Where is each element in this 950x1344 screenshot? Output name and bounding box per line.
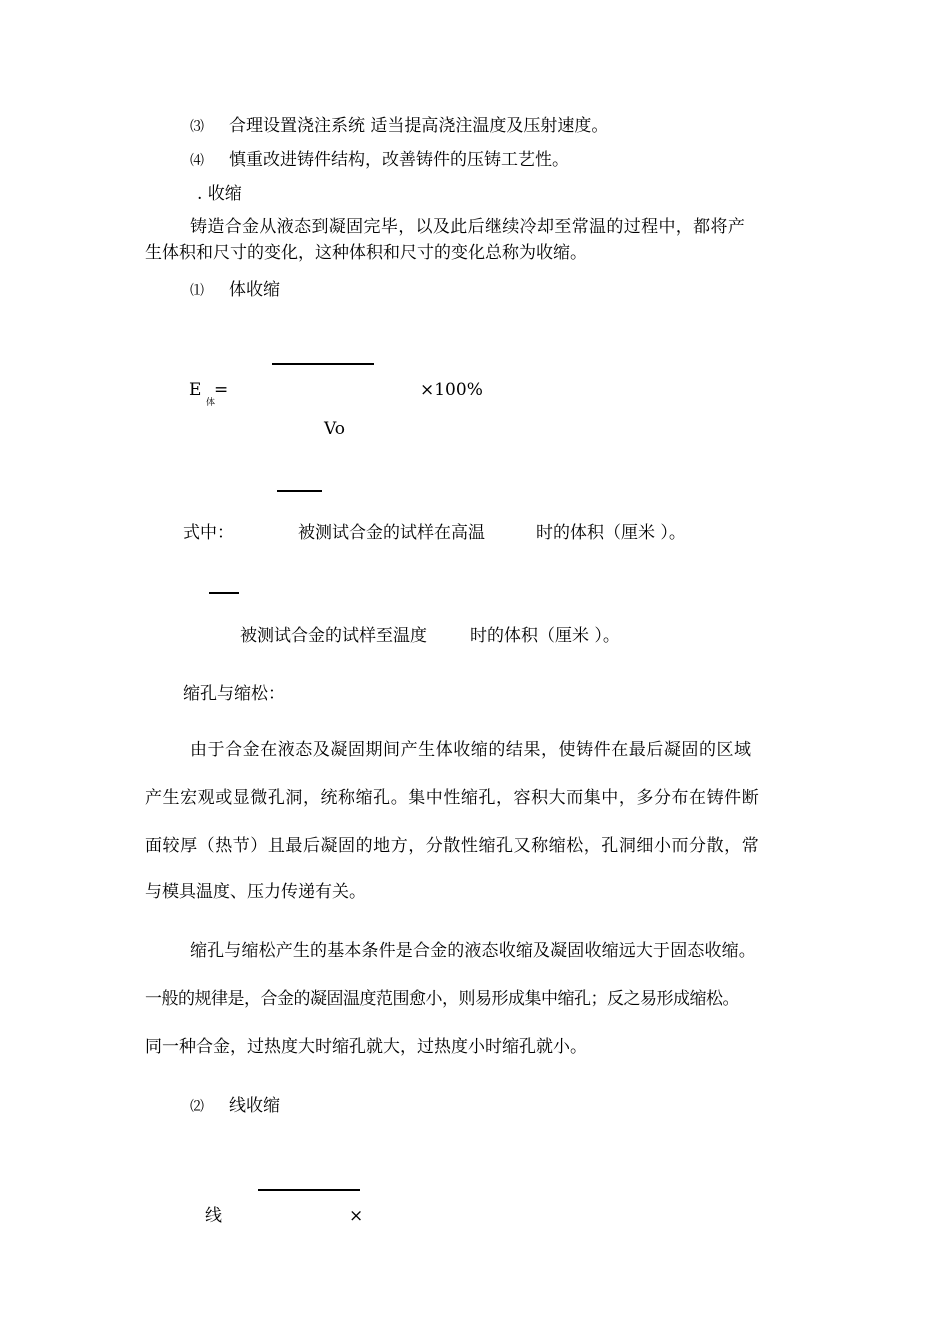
- definition-1-part-b: 时的体积（厘米 ）。: [536, 523, 686, 543]
- formula-denominator: Vo: [324, 419, 345, 439]
- list-number-3: ⑶: [190, 119, 204, 135]
- list-item-3-text: 合理设置浇注系统 适当提高浇注温度及压射速度。: [229, 116, 609, 136]
- fraction-bar: [272, 363, 374, 365]
- symbol-placeholder-line: [209, 592, 239, 594]
- definition-2-part-a: 被测试合金的试样至温度: [240, 626, 427, 646]
- formula-times-100-percent: ×100%: [420, 380, 483, 400]
- formula-equals: =: [214, 380, 229, 400]
- porosity-paragraph-1-line-1: 由于合金在液态及凝固期间产生体收缩的结果，使铸件在最后凝固的区域: [190, 740, 752, 760]
- porosity-paragraph-1-line-2: 产生宏观或显微孔洞，统称缩孔。集中性缩孔，容积大而集中，多分布在铸件断: [145, 788, 760, 808]
- subsection-title-volume-shrinkage: 体收缩: [229, 280, 280, 300]
- shrinkage-definition-line-2: 生体积和尺寸的变化，这种体积和尺寸的变化总称为收缩。: [145, 243, 587, 263]
- fraction-bar: [258, 1189, 360, 1191]
- porosity-paragraph-1-line-4: 与模具温度、压力传递有关。: [145, 882, 366, 902]
- section-heading-shrinkage: . 收缩: [197, 184, 242, 204]
- formula-subscript: 体: [206, 398, 216, 408]
- linear-formula-times: ×: [349, 1206, 364, 1226]
- definition-1-part-a: 被测试合金的试样在高温: [298, 523, 485, 543]
- porosity-heading: 缩孔与缩松：: [183, 684, 285, 704]
- porosity-paragraph-2-line-2: 一般的规律是，合金的凝固温度范围愈小，则易形成集中缩孔；反之易形成缩松。: [145, 989, 739, 1009]
- where-label: 式中：: [183, 523, 234, 543]
- porosity-paragraph-2-line-3: 同一种合金，过热度大时缩孔就大，过热度小时缩孔就小。: [145, 1037, 587, 1057]
- subsection-number-1: ⑴: [190, 283, 204, 299]
- porosity-paragraph-1-line-3: 面较厚（热节）且最后凝固的地方，分散性缩孔又称缩松，孔洞细小而分散，常: [145, 836, 760, 856]
- linear-formula-label: 线: [205, 1206, 222, 1226]
- list-item-4-text: 慎重改进铸件结构，改善铸件的压铸工艺性。: [229, 150, 569, 170]
- shrinkage-definition-line-1: 铸造合金从液态到凝固完毕，以及此后继续冷却至常温的过程中，都将产: [190, 217, 746, 237]
- definition-2-part-b: 时的体积（厘米 ）。: [470, 626, 620, 646]
- subsection-title-linear-shrinkage: 线收缩: [229, 1096, 280, 1116]
- list-number-4: ⑷: [190, 153, 204, 169]
- formula-symbol-e: E: [189, 380, 202, 400]
- symbol-placeholder-line: [277, 490, 322, 492]
- porosity-paragraph-2-line-1: 缩孔与缩松产生的基本条件是合金的液态收缩及凝固收缩远大于固态收缩。: [190, 941, 756, 961]
- subsection-number-2: ⑵: [190, 1099, 204, 1115]
